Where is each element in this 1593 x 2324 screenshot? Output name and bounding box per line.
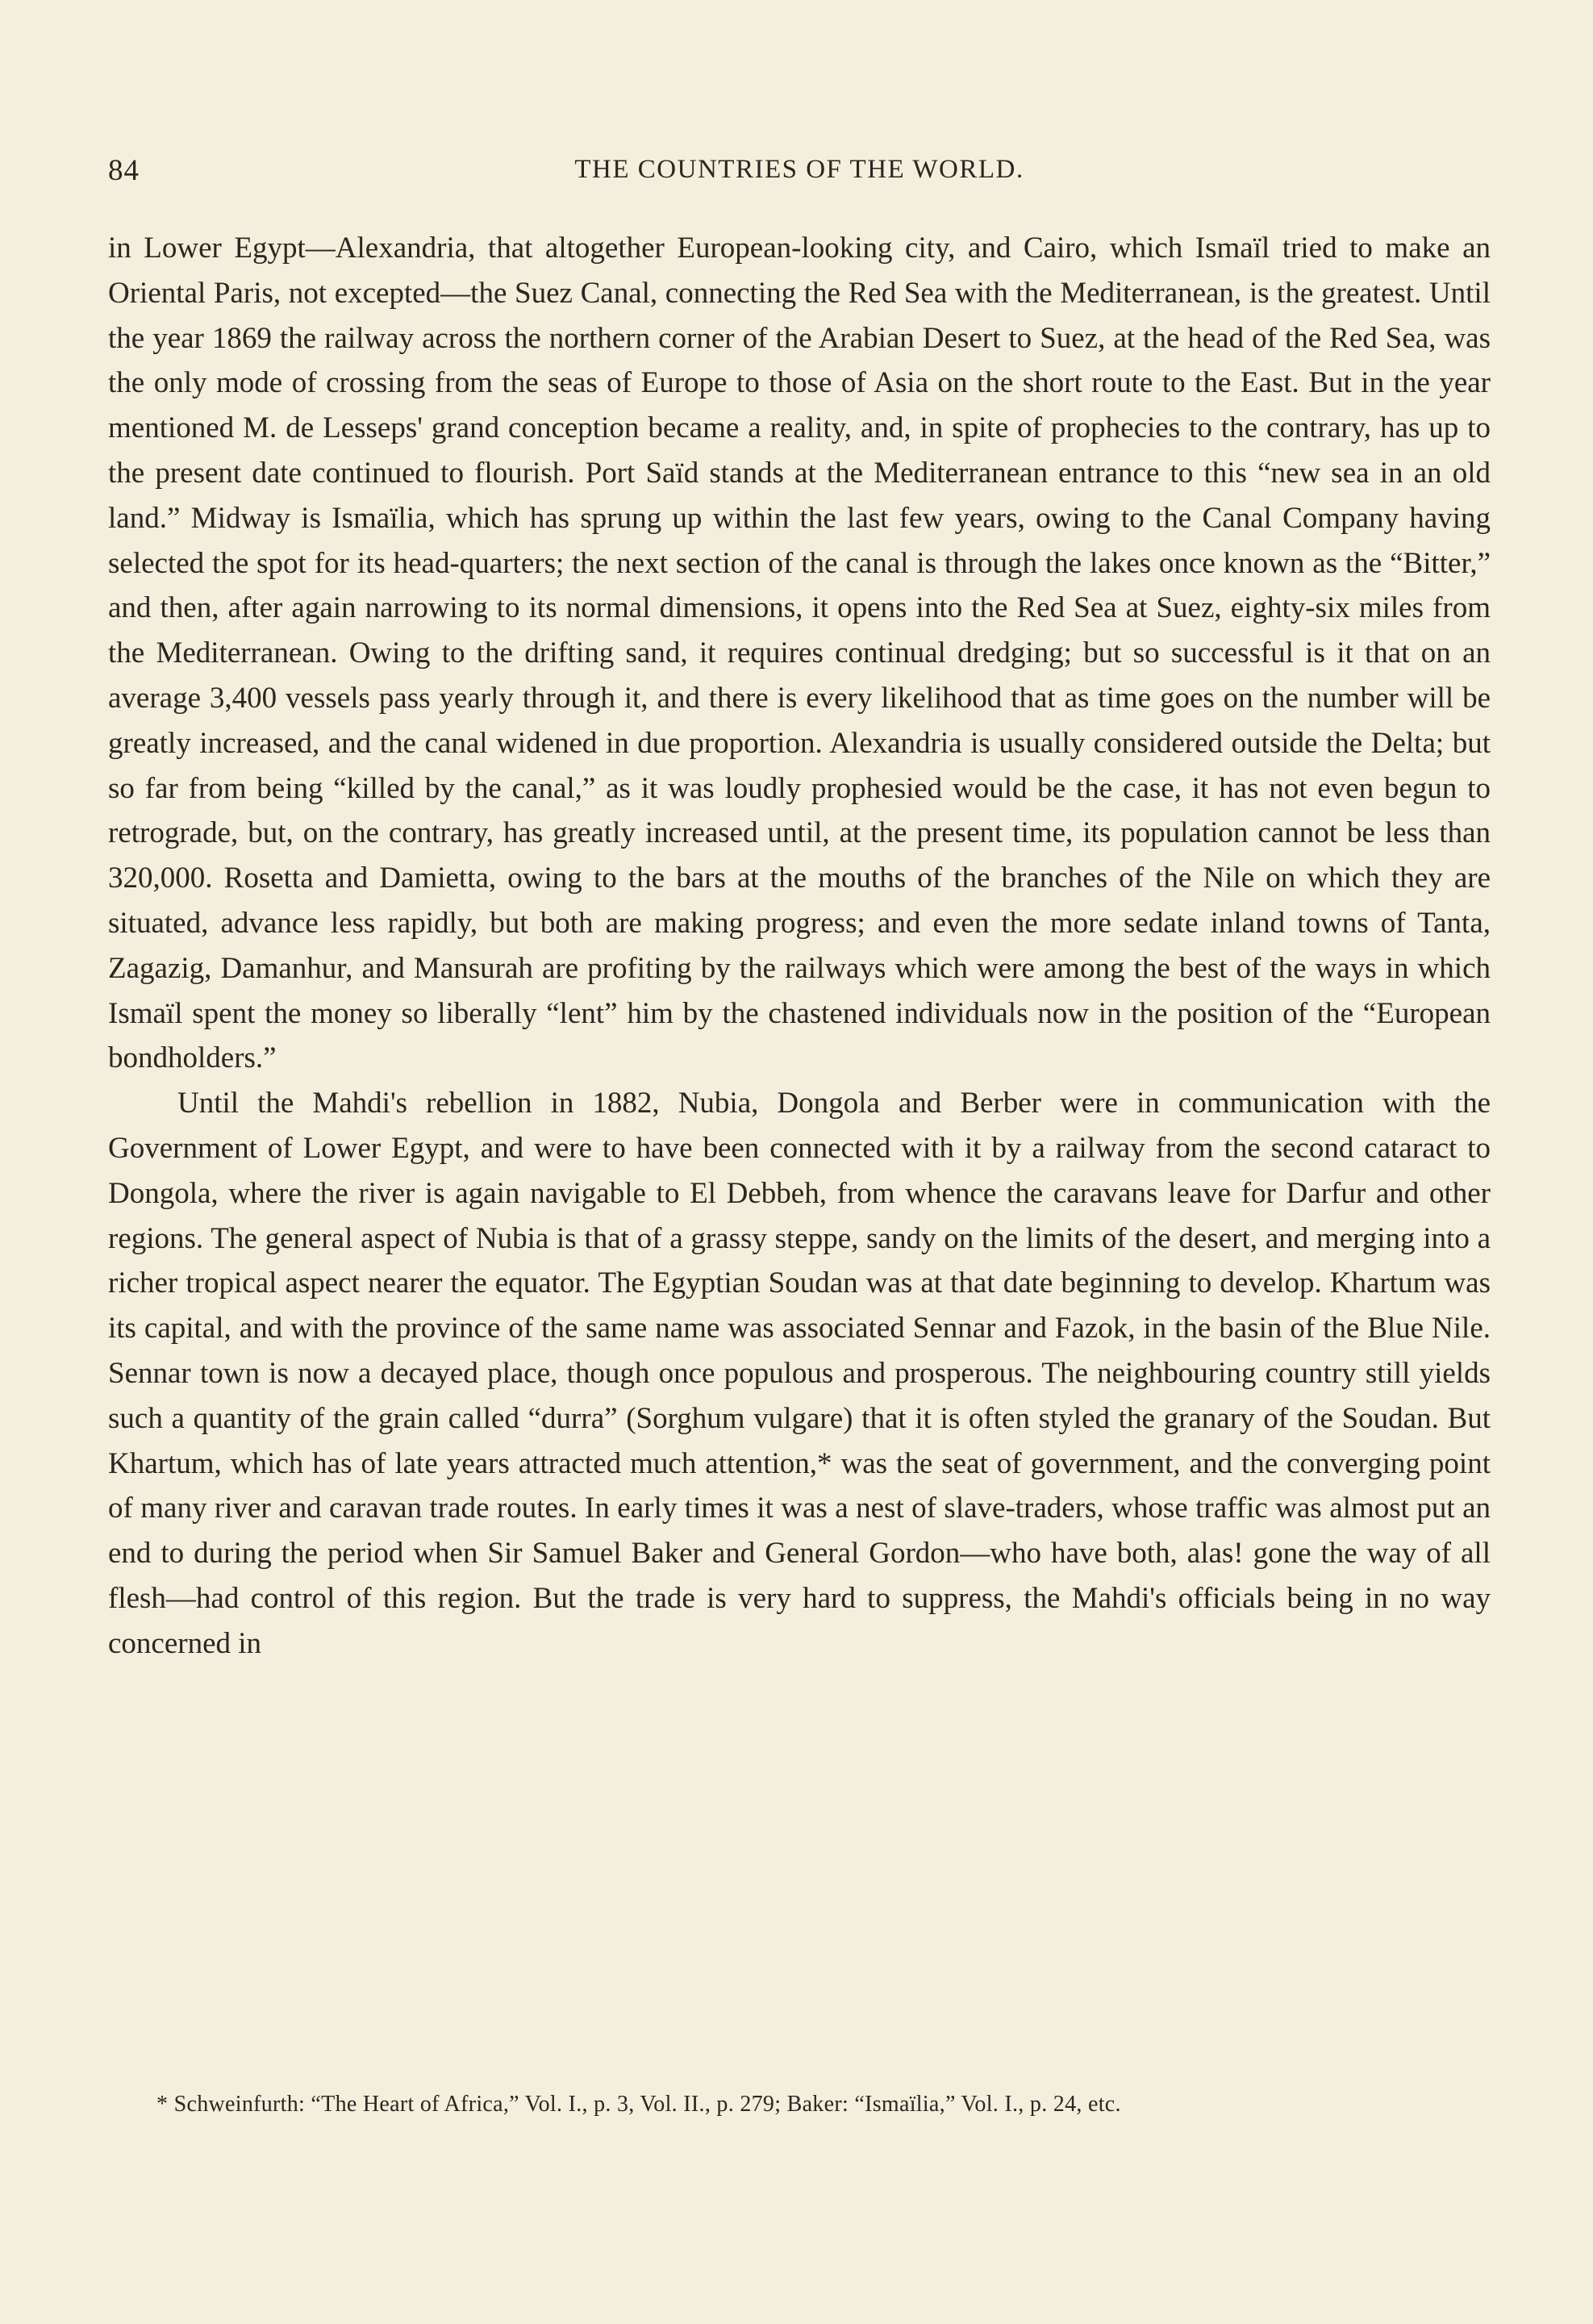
footnote: * Schweinfurth: “The Heart of Africa,” Vol. I., p. 3, Vol. II., p. 279; Baker: “Ismaïlia,” Vol. I., p. 24, etc.	[156, 2092, 1121, 2117]
body-text	[108, 226, 1491, 1667]
running-head	[108, 153, 1491, 194]
running-title: THE COUNTRIES OF THE WORLD.	[574, 155, 1024, 184]
page-number: 84	[108, 154, 140, 187]
paragraph: Until the Mahdi's rebellion in 1882, Nubia, Dongola and Berber were in communication with the Government of Lower Egypt, and were to have been connected with it by a railway from the second cataract to Dongola, where the river is again navigable to El Debbeh, from whence the caravans leave for Darfur and other regions. The general aspect of Nubia is that of a grassy steppe, sandy on the limits of the desert, and merging into a richer tropical aspect nearer the equator. The Egyptian Soudan was at that date beginning to develop. Khartum was its capital, and with the province of the same name was associated Sennar and Fazok, in the basin of the Blue Nile. Sennar town is now a decayed place, though once populous and prosperous. The neighbouring country still yields such a quantity of the grain called “durra” (Sorghum vulgare) that it is often styled the granary of the Soudan. But Khartum, which has of late years attracted much attention,* was the seat of government, and the converging point of many river and caravan trade routes. In early times it was a nest of slave-traders, whose traffic was almost put an end to during the period when Sir Samuel Baker and General Gordon—who have both, alas! gone the way of all flesh—had control of this region. But the trade is very hard to suppress, the Mahdi's officials being in no way concerned in	[108, 1087, 1491, 1660]
paragraph: in Lower Egypt—Alexandria, that altogether European-looking city, and Cairo, which Ismaïl tried to make an Oriental Paris, not excepted—the Suez Canal, connecting the Red Sea with the Mediterranean, is the greatest. Until the year 1869 the railway across the northern corner of the Arabian Desert to Suez, at the head of the Red Sea, was the only mode of crossing from the seas of Europe to those of Asia on the short route to the East. But in the year mentioned M. de Lesseps' grand conception became a reality, and, in spite of prophecies to the contrary, has up to the present date continued to flourish. Port Saïd stands at the Mediterranean entrance to this “new sea in an old land.” Midway is Ismaïlia, which has sprung up within the last few years, owing to the Canal Company having selected the spot for its head-quarters; the next section of the canal is through the lakes once known as the “Bitter,” and then, after again narrowing to its normal dimensions, it opens into the Red Sea at Suez, eighty-six miles from the Mediterranean. Owing to the drifting sand, it requires continual dredging; but so successful is it that on an average 3,400 vessels pass yearly through it, and there is every likelihood that as time goes on the number will be greatly increased, and the canal widened in due proportion. Alexandria is usually considered outside the Delta; but so far from being “killed by the canal,” as it was loudly prophesied would be the case, it has not even begun to retrograde, but, on the contrary, has greatly increased until, at the present time, its population cannot be less than 320,000. Rosetta and Damietta, owing to the bars at the mouths of the branches of the Nile on which they are situated, advance less rapidly, but both are making progress; and even the more sedate inland towns of Tanta, Zagazig, Damanhur, and Mansurah are profiting by the railways which were among the best of the ways in which Ismaïl spent the money so liberally “lent” him by the chastened individuals now in the position of the “European bondholders.”	[108, 232, 1491, 1075]
